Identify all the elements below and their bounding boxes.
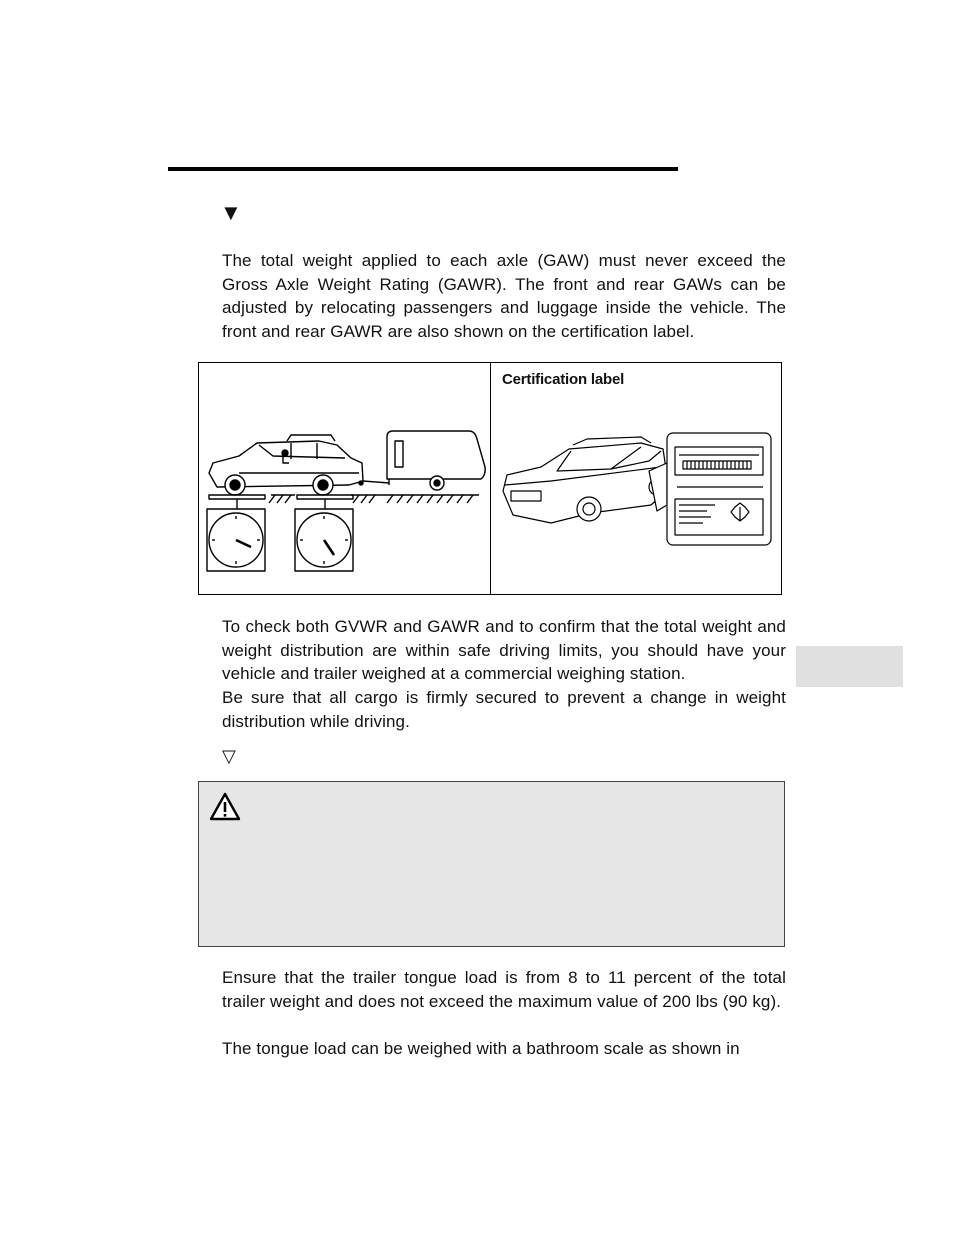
warning-triangle-icon [209,792,241,822]
gaw-paragraph: The total weight applied to each axle (GAW) must never exceed the Gross Axle Weight Rating (GAWR). The front and rear GAWs can be adjusted by relocating passengers and luggage inside the vehicle. The front and rear GAWR are also shown on the certification label. [222,251,786,341]
certification-label-illustration [491,363,781,594]
section-marker-icon: ▼ [220,200,242,225]
figure-caption: Certification label [502,371,625,388]
weighing-station-paragraph: To check both GVWR and GAWR and to confirm that the total weight and weight distribution are within safe driving limits, you should have your vehicle and trailer weighed at a commercial weighing station. [222,617,786,683]
cargo-secure-paragraph: Be sure that all cargo is firmly secured to prevent a change in weight distribution while driving. [222,688,786,731]
warning-box [198,781,785,947]
car-trailer-scales-illustration [199,363,490,594]
section-rule [168,167,678,171]
chapter-side-tab [796,646,903,687]
bathroom-scale-paragraph: The tongue load can be weighed with a bathroom scale as shown in [222,1039,740,1058]
tongue-load-paragraph: Ensure that the trailer tongue load is from 8 to 11 percent of the total trailer weight and does not exceed the maximum value of 200 lbs (90 kg). [222,968,786,1011]
illustration-figure [198,362,782,595]
subsection-marker-icon: ▽ [222,746,236,766]
